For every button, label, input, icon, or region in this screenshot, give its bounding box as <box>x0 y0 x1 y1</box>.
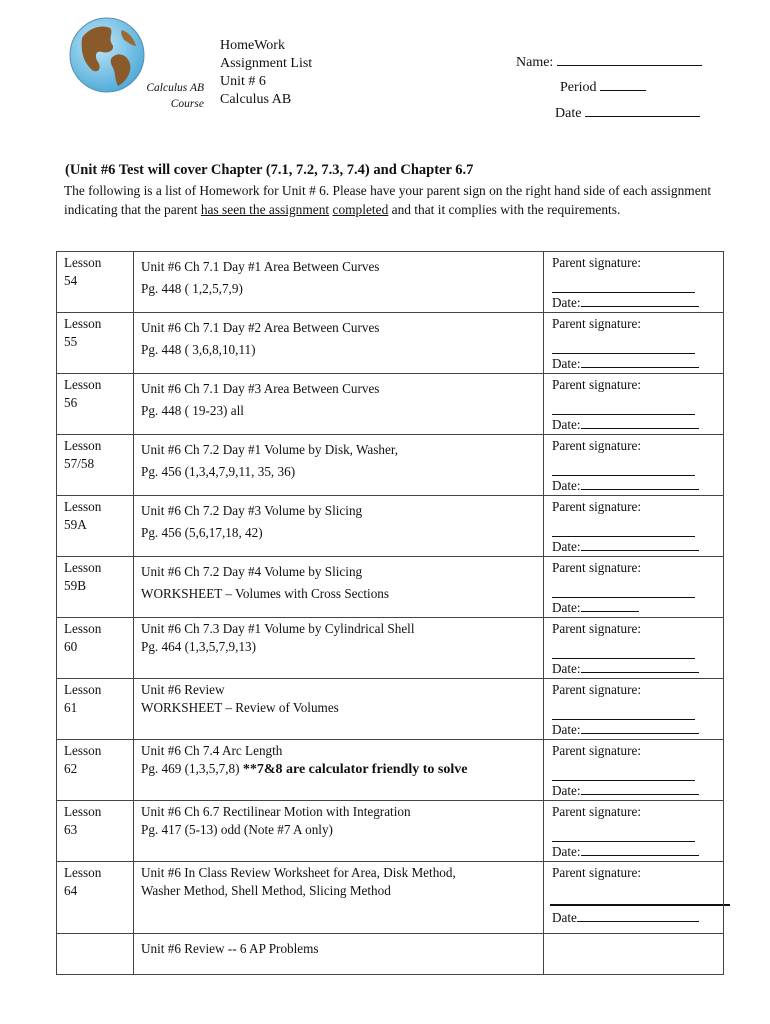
intro-paragraph: The following is a list of Homework for Unit # 6. Please have your parent sign on the right hand side of each assignment indicating that the parent has seen the assignment completed and that it complies with the requirements. <box>64 183 712 217</box>
lesson-cell: Lesson 62 <box>57 740 134 801</box>
date-field[interactable] <box>555 104 700 122</box>
signature-cell[interactable]: Parent signature: Date <box>544 862 724 934</box>
lesson-cell: Lesson 54 <box>57 252 134 313</box>
table-row <box>57 801 724 862</box>
lesson-cell: Lesson 56 <box>57 374 134 435</box>
signature-cell[interactable]: Parent signature: Date: <box>544 801 724 862</box>
table-row <box>57 679 724 740</box>
lesson-cell: Lesson 57/58 <box>57 435 134 496</box>
assignment-cell: Unit #6 Ch 7.2 Day #4 Volume by Slicing WORKSHEET – Volumes with Cross Sections <box>134 557 544 618</box>
name-label: Name: <box>516 55 554 70</box>
signature-cell[interactable]: Parent signature: Date: <box>544 618 724 679</box>
signature-cell[interactable]: Parent signature: Date: <box>544 496 724 557</box>
signature-cell[interactable]: Parent signature: Date: <box>544 252 724 313</box>
assignment-cell: Unit #6 Review -- 6 AP Problems <box>134 934 544 975</box>
date-label: Date <box>555 106 582 121</box>
signature-cell[interactable]: Parent signature: Date: <box>544 313 724 374</box>
underline-seen: has seen the assignment <box>200 202 330 217</box>
name-field[interactable] <box>516 53 702 71</box>
underline-completed: completed <box>332 202 389 217</box>
assignment-cell: Unit #6 Ch 7.3 Day #1 Volume by Cylindrical Shell Pg. 464 (1,3,5,7,9,13) <box>134 618 544 679</box>
lesson-cell: Lesson 60 <box>57 618 134 679</box>
title-line: Calculus AB <box>220 92 292 107</box>
course-line-2: Course <box>170 98 204 110</box>
assignment-cell: Unit #6 Ch 7.2 Day #1 Volume by Disk, Washer, Pg. 456 (1,3,4,7,9,11, 35, 36) <box>134 435 544 496</box>
table-row <box>57 496 724 557</box>
signature-cell[interactable]: Parent signature: Date: <box>544 374 724 435</box>
unit-heading: (Unit #6 Test will cover Chapter (7.1, 7.2, 7.3, 7.4) and Chapter 6.7 <box>65 162 474 178</box>
table-row <box>57 557 724 618</box>
signature-cell[interactable]: Parent signature: Date: <box>544 557 724 618</box>
assignment-cell: Unit #6 In Class Review Worksheet for Area, Disk Method, Washer Method, Shell Method, Slicing Method <box>134 862 544 934</box>
title-line: Assignment List <box>220 56 313 71</box>
course-line-1: Calculus AB <box>146 82 204 94</box>
table-row <box>57 313 724 374</box>
assignment-cell: Unit #6 Review WORKSHEET – Review of Volumes <box>134 679 544 740</box>
lesson-cell: Lesson 64 <box>57 862 134 934</box>
assignment-cell: Unit #6 Ch 6.7 Rectilinear Motion with Integration Pg. 417 (5-13) odd (Note #7 A only) <box>134 801 544 862</box>
signature-cell[interactable] <box>544 934 724 975</box>
table-row <box>57 934 724 975</box>
assignment-cell: Unit #6 Ch 7.1 Day #2 Area Between Curves Pg. 448 ( 3,6,8,10,11) <box>134 313 544 374</box>
table-row <box>57 862 724 934</box>
signature-cell[interactable]: Parent signature: Date: <box>544 435 724 496</box>
title-line: HomeWork <box>220 38 285 53</box>
homework-table <box>56 251 724 975</box>
period-label: Period <box>560 80 597 95</box>
table-row <box>57 374 724 435</box>
calculator-note: **7&8 are calculator friendly to solve <box>242 762 468 777</box>
assignment-cell: Unit #6 Ch 7.2 Day #3 Volume by Slicing Pg. 456 (5,6,17,18, 42) <box>134 496 544 557</box>
assignment-cell: Unit #6 Ch 7.1 Day #3 Area Between Curves Pg. 448 ( 19-23) all <box>134 374 544 435</box>
signature-cell[interactable]: Parent signature: Date: <box>544 679 724 740</box>
title-line: Unit # 6 <box>220 74 266 89</box>
course-label <box>134 80 204 112</box>
table-row <box>57 740 724 801</box>
assignment-cell: Unit #6 Ch 7.1 Day #1 Area Between Curves Pg. 448 ( 1,2,5,7,9) <box>134 252 544 313</box>
period-field[interactable] <box>560 78 646 96</box>
assignment-cell: Unit #6 Ch 7.4 Arc Length Pg. 469 (1,3,5,7,8) **7&8 are calculator friendly to solve <box>134 740 544 801</box>
lesson-cell <box>57 934 134 975</box>
lesson-cell: Lesson 63 <box>57 801 134 862</box>
table-row <box>57 252 724 313</box>
table-row <box>57 435 724 496</box>
lesson-cell: Lesson 55 <box>57 313 134 374</box>
lesson-cell: Lesson 59A <box>57 496 134 557</box>
table-row <box>57 618 724 679</box>
document-title-block <box>220 37 312 109</box>
signature-cell[interactable]: Parent signature: Date: <box>544 740 724 801</box>
lesson-cell: Lesson 59B <box>57 557 134 618</box>
lesson-cell: Lesson 61 <box>57 679 134 740</box>
